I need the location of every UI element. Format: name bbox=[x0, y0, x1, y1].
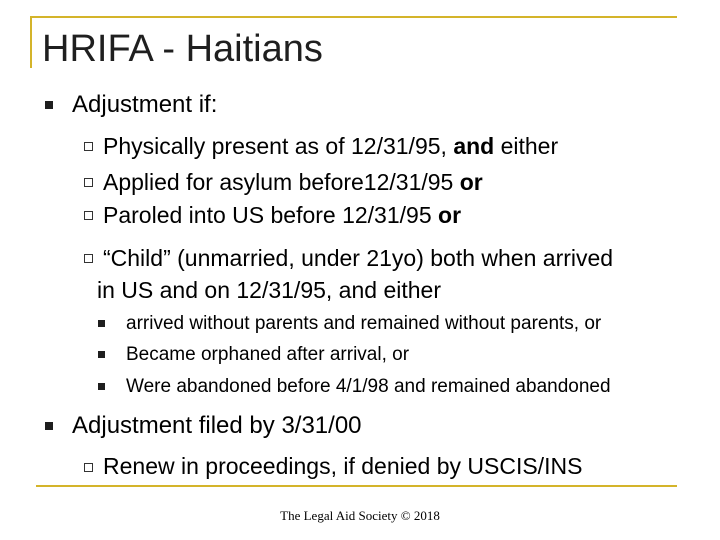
square-bullet-icon bbox=[98, 320, 105, 327]
square-bullet-icon bbox=[45, 101, 53, 109]
hollow-square-bullet-icon bbox=[84, 178, 93, 187]
sub-bullet-child-line1: “Child” (unmarried, under 21yo) both when arrived bbox=[103, 245, 614, 271]
left-rule bbox=[30, 16, 32, 68]
bullet-adjustment-filed: Adjustment filed by 3/31/00 bbox=[72, 412, 362, 439]
bold-or: or bbox=[459, 169, 483, 195]
footer-copyright: The Legal Aid Society © 2018 bbox=[280, 508, 440, 523]
sub-sub-bullet-arrived: arrived without parents and remained without parents, or bbox=[126, 313, 602, 334]
bullet-adjustment-if: Adjustment if: bbox=[72, 91, 218, 118]
square-bullet-icon bbox=[45, 422, 53, 430]
sub-bullet-text: Paroled into US before 12/31/95 bbox=[103, 202, 439, 228]
sub-bullet-text: Physically present as of 12/31/95, bbox=[103, 133, 454, 159]
bold-and: and bbox=[453, 133, 495, 159]
sub-sub-bullet-abandoned: Were abandoned before 4/1/98 and remained abandoned bbox=[126, 376, 611, 397]
sub-bullet-applied-asylum bbox=[103, 168, 483, 196]
hollow-square-bullet-icon bbox=[84, 211, 93, 220]
square-bullet-icon bbox=[98, 383, 105, 390]
sub-bullet-renew: Renew in proceedings, if denied by USCIS/INS bbox=[103, 453, 583, 479]
square-bullet-icon bbox=[98, 351, 105, 358]
slide-title: HRIFA - Haitians bbox=[42, 28, 323, 70]
sub-sub-bullet-orphaned: Became orphaned after arrival, or bbox=[126, 344, 410, 365]
sub-bullet-child-line2: in US and on 12/31/95, and either bbox=[97, 277, 441, 303]
top-rule bbox=[30, 16, 677, 18]
sub-bullet-text: Applied for asylum before12/31/95 bbox=[103, 169, 460, 195]
sub-bullet-text: either bbox=[494, 133, 559, 159]
hollow-square-bullet-icon bbox=[84, 463, 93, 472]
bold-or: or bbox=[438, 202, 462, 228]
hollow-square-bullet-icon bbox=[84, 254, 93, 263]
sub-bullet-physically-present bbox=[103, 132, 558, 160]
hollow-square-bullet-icon bbox=[84, 142, 93, 151]
sub-bullet-paroled bbox=[103, 201, 461, 229]
bottom-rule bbox=[36, 485, 677, 487]
